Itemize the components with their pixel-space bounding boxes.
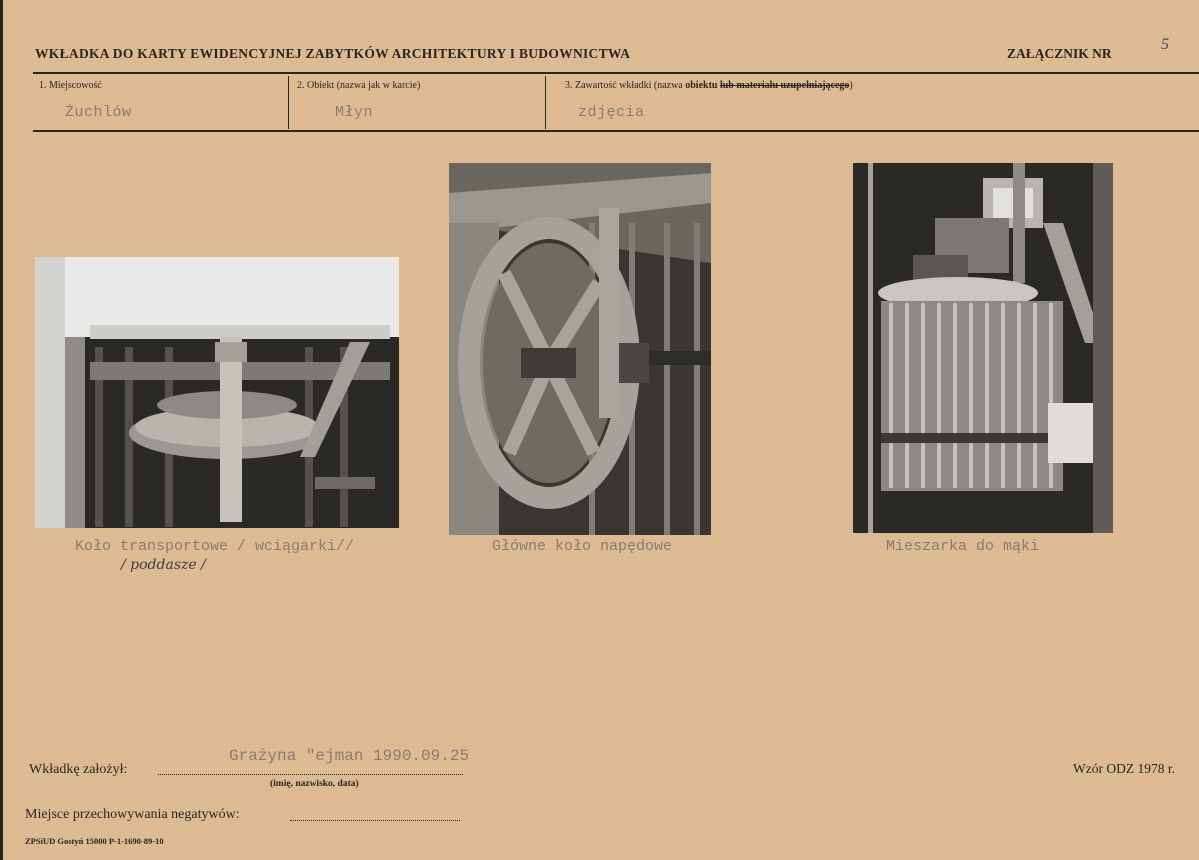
card-title: WKŁADKA DO KARTY EWIDENCYJNEJ ZABYTKÓW ARCHITEKTURY I BUDOWNICTWA xyxy=(35,46,631,61)
field-value-locality: Żuchlów xyxy=(65,104,132,121)
field-divider-1 xyxy=(288,76,289,129)
header-rule-top xyxy=(33,72,1199,74)
photo-main-drive-wheel xyxy=(449,163,711,535)
field-value-object: Młyn xyxy=(335,104,374,121)
photo-caption-flour-mixer: Mieszarka do mąki xyxy=(886,538,1040,555)
field-divider-2 xyxy=(545,76,546,129)
field-label-locality: 1. Miejscowość xyxy=(39,80,102,91)
founder-value: Grażyna "ejman 1990.09.25 xyxy=(229,747,470,765)
photo-flour-mixer xyxy=(853,163,1113,533)
storage-label: Miejsce przechowywania negatywów: xyxy=(25,807,240,822)
contents-label-prefix: 3. Zawartość wkładki (nazwa xyxy=(565,80,686,91)
form-model: Wzór ODZ 1978 r. xyxy=(1073,761,1175,776)
contents-label-bold: obiektu xyxy=(685,80,718,91)
header-rule-bottom xyxy=(33,130,1199,132)
founder-label: Wkładkę założył: xyxy=(29,762,128,777)
contents-label-struck: lub materiału uzupełniającego xyxy=(719,80,850,91)
photo-transport-wheel xyxy=(35,257,399,528)
contents-label-suffix: ) xyxy=(849,80,853,91)
photo-caption-main-drive-wheel: Główne koło napędowe xyxy=(492,538,673,555)
photo-caption-transport-wheel: Koło transportowe / wciągarki// xyxy=(75,538,355,555)
handwritten-note-attic: / poddasze / xyxy=(121,557,206,573)
field-label-contents xyxy=(565,80,853,91)
annex-number: 5 xyxy=(1161,36,1169,53)
field-value-contents: zdjęcia xyxy=(578,104,645,121)
founder-sublabel: (imię, nazwisko, data) xyxy=(270,779,359,789)
printer-imprint: ZPSiUD Gostyń 15000 P-1-1690-89-10 xyxy=(25,836,164,846)
annex-label: ZAŁĄCZNIK NR xyxy=(1007,46,1112,61)
field-label-object: 2. Obiekt (nazwa jak w karcie) xyxy=(297,80,421,91)
storage-dotline xyxy=(290,820,460,821)
founder-dotline xyxy=(158,774,463,775)
